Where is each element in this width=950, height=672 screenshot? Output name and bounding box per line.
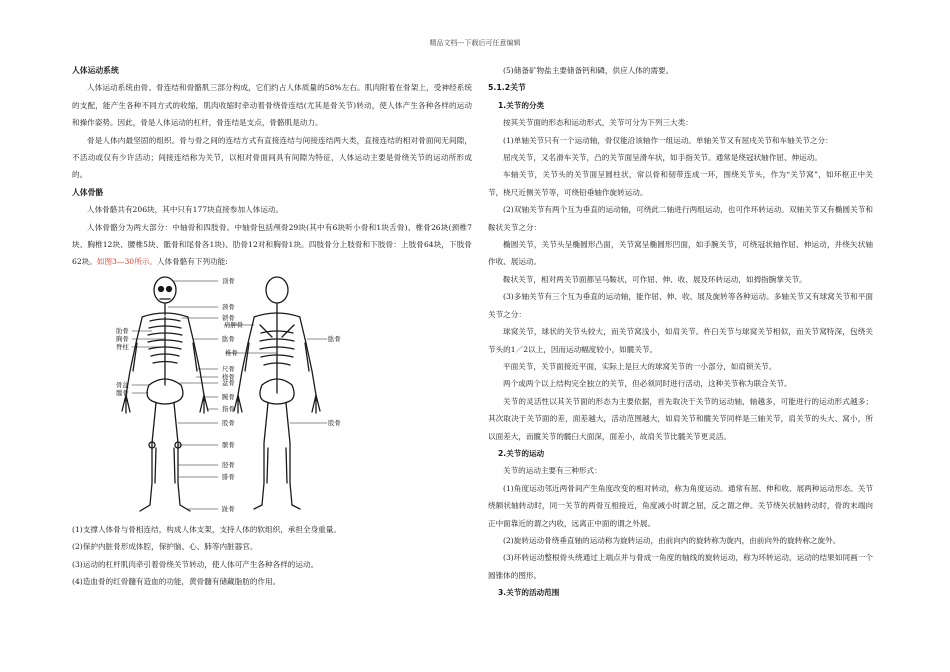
label-scapula: 肩胛骨 [224,320,244,329]
paragraph: 鞍状关节，相对两关节面都呈马鞍状，可作屈、伸、收、展及环转运动，如拇指腕掌关节。 [503,274,807,284]
label-spine: 脊柱 [116,342,129,351]
label-femur-mid: 股骨 [222,418,235,427]
paragraph: 按其关节面的形态和运动形式，关节可分为下列三大类： [503,118,693,128]
paragraph-motor-intro: 人体运动系统由骨、骨连结和骨骼肌三部分构成，它们约占人体质量的58%左右。肌肉附着在骨架上，受神经系统的支配，能产生各种不同方式的收缩，肌肉收缩时牵动着骨绕骨连结(尤其是骨关节)转动，使人体产生各种各样的运动和操作姿势。因此，骨是人体运动的杠杆，骨连结是支点，骨骼肌是动力。 [72,83,472,128]
section-title-skeleton: 人体骨骼 [72,187,104,197]
section-title-joints: 5.1.2关节 [488,83,526,93]
paragraph: 球窝关节，球状的关节头较大，而关节窝浅小，如肩关节。杵臼关节与球窝关节相似，而关节窝特深，包绕关节头的1／2以上，因而运动幅度较小，如髋关节。 [488,327,873,354]
paragraph: (1)角度运动邻近两骨间产生角度改变的相对转动，称为角度运动。通常有屈、伸和收、展两种运动形态。关节绕额状轴转动时，同一关节的两骨互相接近，角度减小时谓之屈，反之谓之伸。关节绕矢状轴转动时，骨的末端向正中面靠近的谓之内收，远离正中面的谓之外展。 [488,483,873,528]
label-clavicle: 锁骨 [222,313,235,322]
list-item: (4)造血骨的红骨髓有造血的功能，黄骨髓有储藏脂肪的作用。 [72,577,281,587]
list-item: (2)保护内脏骨形成体腔，保护脑、心、肺等内脏器官。 [72,542,258,552]
subsection-joint-range: 3.关节的活动范围 [498,588,560,598]
label-sternum: 胸骨 [116,334,129,343]
bone-functions-list [72,521,472,591]
label-neck: 颈骨 [222,302,235,311]
left-column [72,62,472,591]
bone-division-text: 人体骨骼分为两大部分：中轴骨和四肢骨。中轴骨包括颅骨29块(其中有6块听小骨和1块舌骨)、椎骨26块(颈椎7块、胸椎12块、腰椎5块、骶骨和尾骨各1块)、肋骨12对和胸骨1块。四肢骨分上肢骨和下肢骨：上肢骨64块，下肢骨62块。 [72,222,472,267]
paragraph-bone-count: 人体骨骼共有206块，其中只有177块直接参加人体运动。 [87,205,284,215]
paragraph: 屈戌关节，又名滑车关节，凸的关节面呈滑车状，如手指关节。通常是绕冠状轴作屈、伸运动。 [503,153,822,163]
paragraph-bone-division [72,219,472,271]
subsection-joint-motion: 2.关节的运动 [498,448,545,458]
label-parietal: 顶骨 [222,276,235,285]
paragraph: 关节的灵活性以其关节面的形态为主要依据，首先取决于关节的运动轴，轴越多，可能进行的运动形式越多；其次取决于关节面的差，面差越大，活动范围越大，如肩关节和髋关节同样是三轴关节，肩关节的头大、窝小，所以面差大，而髋关节的髋臼大面深，面差小，故肩关节比髋关节更灵活。 [488,396,873,441]
label-pelvis-left: 骨盆 [116,380,129,389]
paragraph: 平面关节，关节面接近平面，实际上是巨大的球窝关节的一小部分，如肩锁关节。 [503,361,777,371]
paragraph: (3)多轴关节有三个互为垂直的运动轴，能作屈、伸、收、展及旋转等各种运动。多轴关节又有球窝关节和平面关节之分： [488,292,873,319]
label-carpal: 腕骨 [222,392,235,401]
subsection-joint-classification: 1.关节的分类 [498,100,545,110]
back-skeleton [234,277,320,509]
label-rib: 肋骨 [116,326,129,335]
label-femur-right: 股骨 [328,418,341,427]
label-ulna: 尺骨 [222,364,235,373]
page-header: 精品文档---下载后可任意编辑 [429,39,521,47]
paragraph: 椭圆关节，关节头呈椭圆形凸面，关节窝呈椭圆形凹面，如手腕关节，可绕冠状轴作屈、伸运动，并绕矢状轴作收、展运动。 [488,240,873,267]
label-toe: 趾骨 [222,504,235,513]
paragraph: (1)单轴关节只有一个运动轴，骨仅能沿该轴作一组运动。单轴关节又有屈戌关节和车轴关节之分： [503,135,833,145]
label-pelvis-mid: 盆骨 [222,378,235,387]
paragraph: 两个或两个以上结构完全独立的关节，但必须同时进行活动，这种关节称为联合关节。 [503,379,792,389]
list-item: (1)支撑人体骨与骨相连结，构成人体支架，支持人体的软组织，承担全身重量。 [72,524,341,534]
label-humerus-mid: 肱骨 [222,334,235,343]
list-item: (3)运动的杠杆肌肉牵引着骨绕关节转动，使人体可产生各种各样的运动。 [72,559,319,569]
paragraph: (2)双轴关节有两个互为垂直的运动轴，可绕此二轴进行两组运动，也可作环转运动。双轴关节又有椭圆关节和鞍状关节之分： [488,205,873,232]
label-fibula: 腓骨 [222,472,235,481]
label-hip: 髋骨 [116,388,129,397]
section-title-motor-system: 人体运动系统 [72,66,119,75]
label-humerus-right: 肱骨 [328,334,341,343]
label-tibia: 胫骨 [222,460,235,469]
paragraph: 车轴关节，关节头的关节面呈圆柱状，常以骨和韧带连成一环，围绕关节头，作为“关节窝”，如环枢正中关节，桡尺近侧关节等，可绕铅垂轴作旋转运动。 [488,170,873,197]
skeleton-figure [72,273,472,517]
figure-reference-link[interactable]: 如图3—30所示。 [96,257,157,267]
paragraph-mineral-storage: (5)储备矿物盐主要储备钙和磷，供应人体的需要。 [503,66,674,75]
paragraph-bone-connection: 骨是人体内最坚固的组织。骨与骨之间的连结方式有直接连结与间接连结两大类，直接连结的相对骨面间无间隙，不活动或仅有少许活动；间接连结称为关节，以相对骨面间具有间隙为特征，人体运动主要是骨绕关节的运动所形成的。 [72,135,472,180]
paragraph: 关节的运动主要有三种形式： [503,466,602,476]
right-column [488,62,873,602]
label-patella: 髌骨 [222,440,235,449]
front-skeleton [122,277,208,511]
label-phalanx: 指骨 [222,404,235,413]
label-radius: 桡骨 [222,372,235,381]
paragraph: (2)旋转运动骨绕垂直轴的运动称为旋转运动，由前向内的旋转称为旋内，由前向外的旋转称之旋外。 [503,535,841,545]
label-vertebra: 椎骨 [225,348,238,357]
bone-functions-intro: 人体骨骼有下列功能: [156,257,228,267]
paragraph: (3)环转运动整根骨头绕通过上端点并与骨成一角度的轴线的旋转运动，称为环转运动，运动的结果如同画一个圆锥体的图形。 [488,553,873,580]
